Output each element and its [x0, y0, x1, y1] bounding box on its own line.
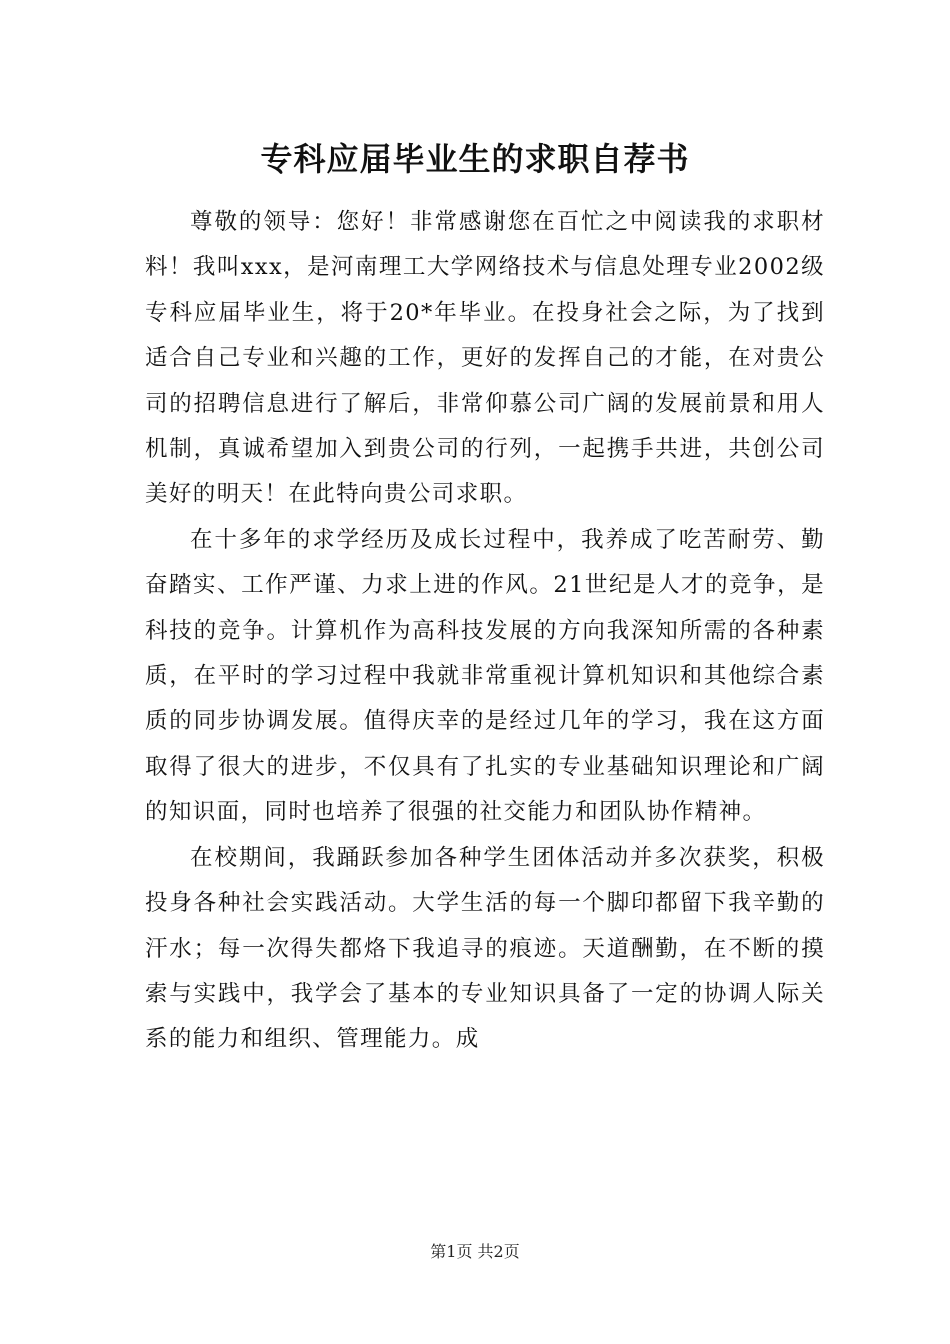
document-body	[145, 200, 825, 1063]
document-title: 专科应届毕业生的求职自荐书	[260, 140, 690, 178]
paragraph-study-experience: 在十多年的求学经历及成长过程中，我养成了吃苦耐劳、勤奋踏实、工作严谨、力求上进的作风。21世纪是人才的竞争，是科技的竞争。计算机作为高科技发展的方向我深知所需的各种素质，在平时的学习过程中我就非常重视计算机知识和其他综合素质的同步协调发展。值得庆幸的是经过几年的学习，我在这方面取得了很大的进步，不仅具有了扎实的专业基础知识理论和广阔的知识面，同时也培养了很强的社交能力和团队协作精神。	[145, 526, 825, 826]
paragraph-greeting: 尊敬的领导：您好！非常感谢您在百忙之中阅读我的求职材料！我叫xxx，是河南理工大学网络技术与信息处理专业2002级专科应届毕业生，将于20*年毕业。在投身社会之际，为了找到适合自己专业和兴趣的工作，更好的发挥自己的才能，在对贵公司的招聘信息进行了解后，非常仰慕公司广阔的发展前景和用人机制，真诚希望加入到贵公司的行列，一起携手共进，共创公司美好的明天！在此特向贵公司求职。	[145, 209, 825, 508]
page-number-footer: 第1页 共2页	[430, 1242, 520, 1261]
paragraph-campus-activities: 在校期间，我踊跃参加各种学生团体活动并多次获奖，积极投身各种社会实践活动。大学生活的每一个脚印都留下我辛勤的汗水；每一次得失都烙下我追寻的痕迹。天道酬勤，在不断的摸索与实践中，我学会了基本的专业知识具备了一定的协调人际关系的能力和组织、管理能力。成	[145, 844, 825, 1053]
